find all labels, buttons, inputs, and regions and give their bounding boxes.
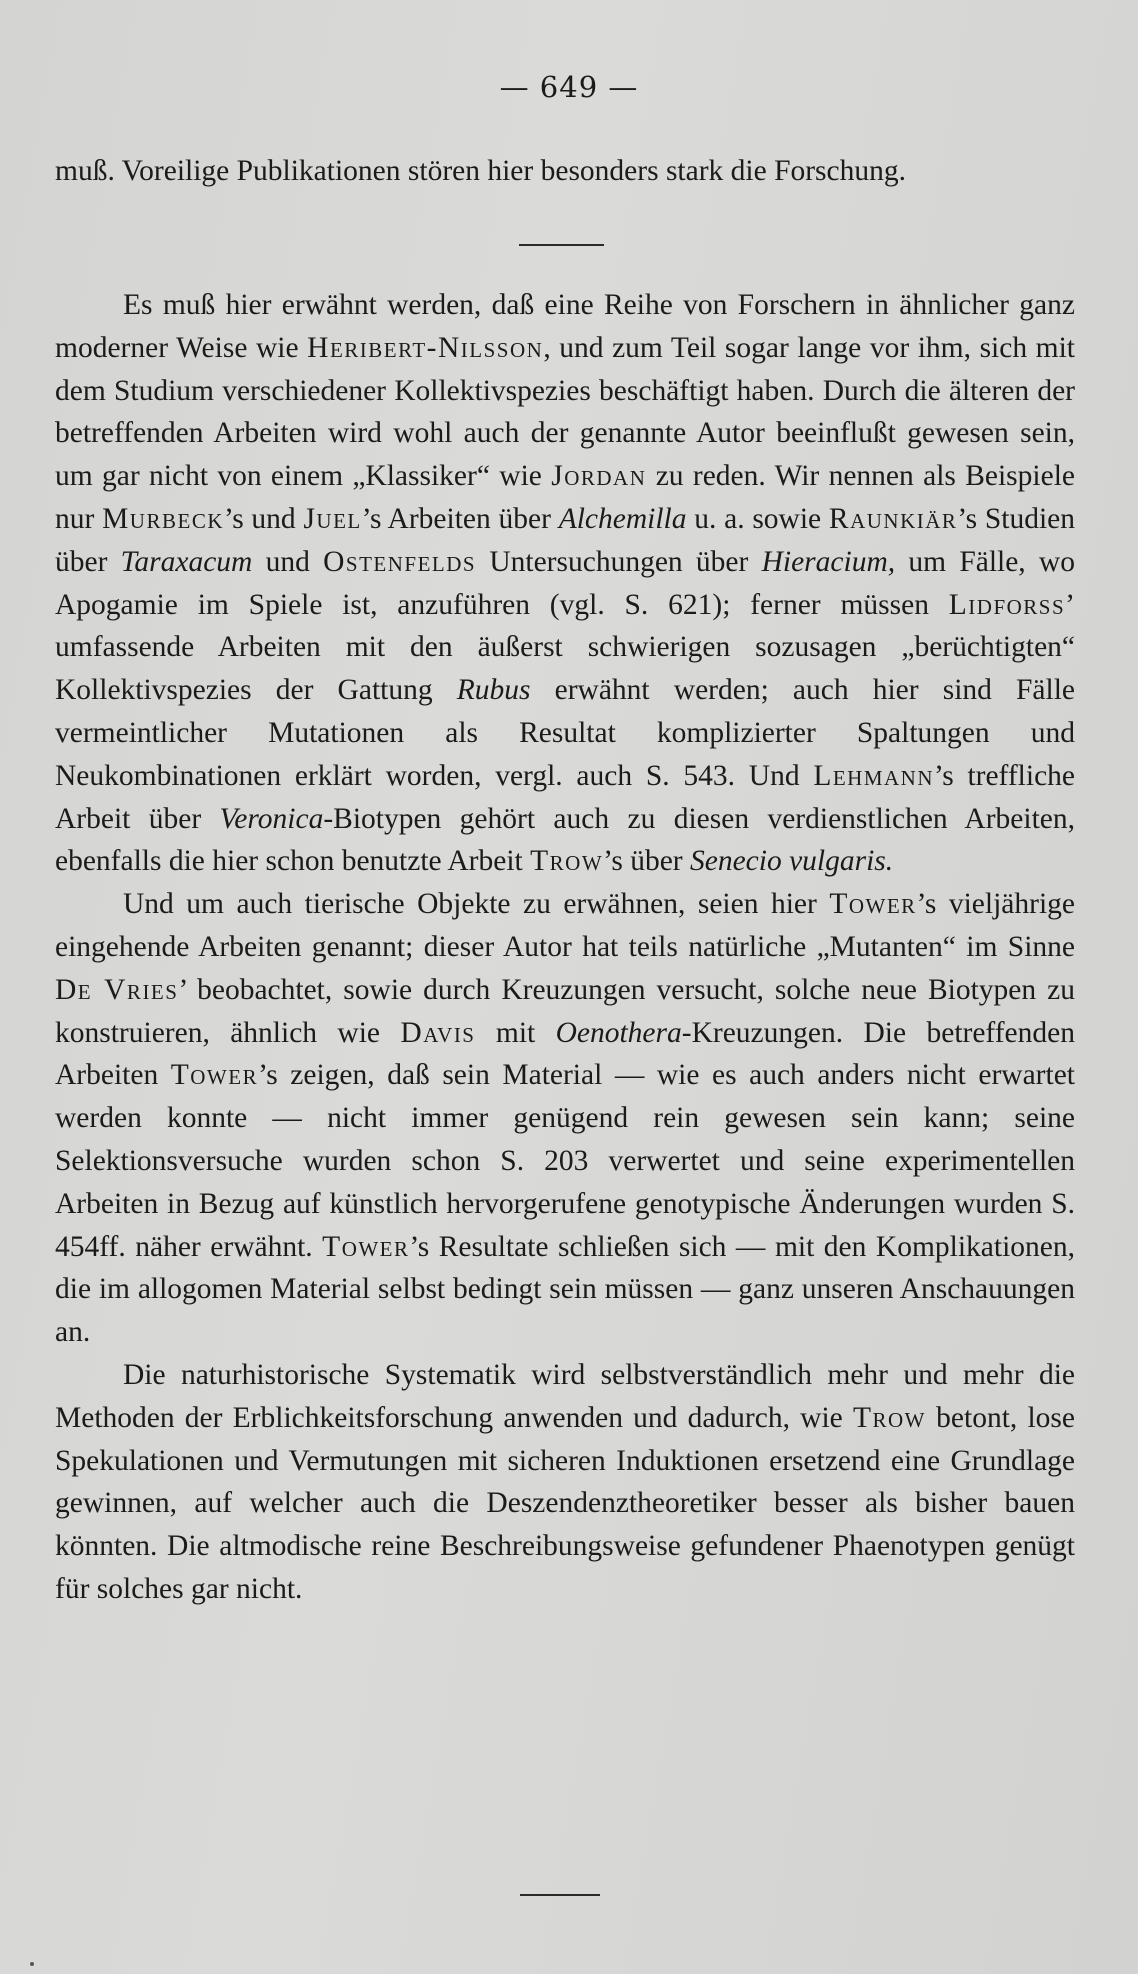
- taxon-name: Alchemilla: [558, 502, 687, 535]
- author-name: Lidforss: [948, 588, 1066, 621]
- text-span: betont, lose Spekulationen und Vermutungen mit sicheren Induktionen ersetzend eine Grundlage gewinnen, auf welcher auch die Deszendenztheoretiker besser als bisher bauen könnten. Die altmodische reine Beschreibungsweise gefundener Phaenotypen genügt für solches gar nicht.: [55, 1401, 1075, 1605]
- text-span: u. a. sowie: [686, 502, 829, 535]
- text-span: ’s Arbeiten über: [361, 502, 559, 535]
- taxon-name: Hieracium,: [761, 545, 896, 578]
- text-span: , und zum Teil sogar lange vor ihm, sich mit dem Studium verschiedener Kollektivspezies beschäftigt haben. Durch die älteren der betreffenden Arbeiten wird wohl auch der genannte Autor beeinflußt gewesen sein, um gar nicht von einem „Klassiker“ wie: [55, 331, 1075, 493]
- author-name: Trow: [852, 1401, 926, 1434]
- author-name: Jordan: [551, 460, 647, 493]
- paragraph-3: [55, 1354, 1075, 1611]
- section-divider-bottom: [520, 1894, 600, 1896]
- text-span: ’s treffliche Arbeit über: [55, 759, 1076, 835]
- text-span: Die naturhistorische Systematik wird selbstverständlich mehr und mehr die Methoden der Erblichkeitsforschung anwenden und dadurch, wie: [55, 1358, 1075, 1434]
- text-span: Untersuchungen über: [476, 545, 762, 578]
- intro-paragraph: muß. Voreilige Publikationen stören hier besonders stark die Forschung.: [55, 155, 907, 187]
- text-span: ’s Studien über: [55, 502, 1075, 578]
- author-name: Lehmann: [813, 759, 935, 792]
- text-span: und: [252, 545, 324, 578]
- author-name: Juel: [303, 502, 362, 535]
- author-name: De Vries: [55, 973, 179, 1006]
- author-name: Trow: [530, 845, 604, 878]
- text-span: -Kreuzungen. Die betreffenden Arbeiten: [55, 1016, 1075, 1092]
- text-span: Biotypen gehört auch zu diesen verdienstlichen Arbeiten, ebenfalls die hier schon benutzte Arbeit: [55, 802, 1075, 878]
- text-span: um Fälle, wo Apogamie im Spiele ist, anzuführen (vgl. S. 621); ferner müssen: [55, 545, 1075, 621]
- text-span: ’s über: [603, 845, 690, 878]
- text-span: ’s vieljährige eingehende Arbeiten genannt; dieser Autor hat teils natürliche „Mutanten“ im Sinne: [55, 888, 1075, 963]
- taxon-name: Veronica-: [219, 802, 334, 835]
- author-name: Tower: [170, 1059, 259, 1092]
- text-span: zu reden. Wir nennen als Beispiele nur: [55, 460, 1075, 535]
- section-divider-top: [519, 244, 604, 246]
- taxon-name: Oenothera: [555, 1016, 682, 1049]
- text-span: ’ beobachtet, sowie durch Kreuzungen versucht, solche neue Biotypen zu konstruieren, ähnlich wie: [55, 973, 1075, 1049]
- author-name: Heribert-Nilsson: [307, 331, 544, 364]
- text-span: Und um auch tierische Objekte zu erwähnen, seien hier: [123, 888, 830, 921]
- text-span: ’ umfassende Arbeiten mit den äußerst schwierigen sozusagen „berüchtigten“ Kollektivspezies der Gattung: [55, 588, 1075, 707]
- intro-text: [55, 150, 1075, 193]
- author-name: Murbeck: [102, 502, 224, 535]
- author-name: Davis: [400, 1016, 476, 1049]
- taxon-name: Rubus: [456, 674, 531, 707]
- author-name: Tower: [829, 888, 917, 921]
- taxon-name: Taraxacum: [120, 545, 253, 578]
- print-speck: [30, 1962, 34, 1966]
- text-span: ’s und: [224, 502, 304, 535]
- text-span: mit: [475, 1016, 556, 1049]
- text-span: ’s zeigen, daß sein Material — wie es auch anders nicht erwartet werden konnte — nicht immer genügend rein gewesen sein kann; seine Selektionsversuche wurden schon S. 203 verwertet und seine experimentellen Arbeiten in Bezug auf künstlich hervorgerufene genotypische Änderungen wurden S. 454ff. näher erwähnt.: [55, 1059, 1075, 1263]
- paragraph-2: [55, 883, 1075, 1354]
- main-text: [55, 284, 1075, 1611]
- paragraph-1: [55, 284, 1075, 883]
- page-number: — 649 —: [499, 70, 639, 104]
- author-name: Ostenfelds: [323, 545, 477, 578]
- author-name: Raunkiär: [828, 502, 958, 535]
- text-span: ’s Resultate schließen sich — mit den Komplikationen, die im allogomen Material selbst bedingt sein müssen — ganz unseren Anschauungen an.: [55, 1230, 1075, 1349]
- text-span: erwähnt werden; auch hier sind Fälle vermeintlicher Mutationen als Resultat komplizierter Spaltungen und Neukombinationen erklärt worden, vergl. auch S. 543. Und: [55, 674, 1076, 792]
- taxon-name: Senecio vulgaris.: [689, 845, 894, 878]
- author-name: Tower: [322, 1230, 410, 1263]
- text-span: Es muß hier erwähnt werden, daß eine Reihe von Forschern in ähnlicher ganz moderner Weise wie: [55, 289, 1075, 364]
